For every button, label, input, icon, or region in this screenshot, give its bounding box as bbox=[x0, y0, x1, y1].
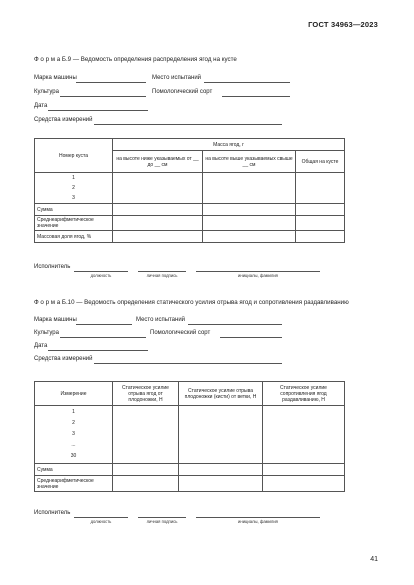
col-measure-header: Измерение bbox=[35, 382, 113, 406]
row-sum-label: Сумма bbox=[35, 204, 113, 216]
name-line bbox=[196, 271, 320, 272]
field-instruments-line bbox=[94, 363, 282, 364]
bush-number: 1 bbox=[72, 175, 75, 181]
signature-caption: личная подпись bbox=[146, 273, 178, 278]
position-line bbox=[74, 517, 128, 518]
position-caption: должность bbox=[90, 273, 112, 278]
field-place-line bbox=[188, 324, 282, 325]
field-instruments-label: Средства измерений bbox=[34, 117, 93, 123]
col-total-header: Общая на кусте bbox=[296, 151, 345, 173]
field-variety-line bbox=[220, 337, 282, 338]
col-low-header: на высоте ниже указываемых от __ до __ см bbox=[113, 151, 203, 173]
field-variety-line bbox=[222, 96, 290, 97]
standard-number: ГОСТ 34963—2023 bbox=[308, 20, 378, 29]
measure-number: 1 bbox=[72, 409, 75, 415]
measure-number: 2 bbox=[72, 420, 75, 426]
field-machine-line bbox=[76, 324, 132, 325]
bush-number: 2 bbox=[72, 185, 75, 191]
row-fraction-label: Массовая доля ягод, % bbox=[35, 231, 113, 243]
field-crop-label: Культура bbox=[34, 89, 59, 95]
field-place-line bbox=[204, 82, 290, 83]
form-b10-table bbox=[34, 381, 345, 492]
row-mean-label: Среднеарифметическое значение bbox=[35, 476, 113, 492]
signature-caption: личная подпись bbox=[146, 519, 178, 524]
name-line bbox=[196, 517, 320, 518]
page-number: 41 bbox=[370, 556, 378, 563]
col-crush-header: Статическое усилие сопротивления ягод раздавливанию, Н bbox=[263, 382, 345, 406]
field-date-line bbox=[48, 110, 148, 111]
col-mass-header: Масса ягод, г bbox=[113, 139, 345, 151]
field-machine-label: Марка машины bbox=[34, 317, 77, 323]
signature-line bbox=[138, 517, 186, 518]
measure-number: ... bbox=[71, 442, 76, 448]
field-variety-label: Помологический сорт bbox=[150, 330, 211, 336]
field-variety-label: Помологический сорт bbox=[152, 89, 213, 95]
form-b9-table bbox=[34, 138, 345, 243]
field-machine-label: Марка машины bbox=[34, 75, 77, 81]
bush-number: 3 bbox=[72, 195, 75, 201]
field-date-line bbox=[48, 350, 148, 351]
row-mean-label: Среднеарифметическое значение bbox=[35, 216, 113, 231]
col-high-header: на высоте выше указываемых свыше __ см bbox=[203, 151, 296, 173]
measure-number: 30 bbox=[70, 453, 77, 459]
measure-numbers-cell bbox=[35, 406, 113, 464]
field-instruments-line bbox=[94, 124, 282, 125]
field-crop-line bbox=[60, 96, 146, 97]
field-instruments-label: Средства измерений bbox=[34, 356, 93, 362]
signature-line bbox=[138, 271, 186, 272]
field-place-label: Место испытаний bbox=[152, 75, 202, 81]
executor-label: Исполнитель bbox=[34, 510, 71, 516]
bush-numbers-cell bbox=[35, 173, 113, 204]
field-date-label: Дата bbox=[34, 343, 48, 349]
name-caption: инициалы, фамилия bbox=[238, 273, 278, 278]
field-place-label: Место испытаний bbox=[136, 317, 186, 323]
form-b10-title: Ф о р м а Б.10 — Ведомость определения статического усилия отрыва ягод и сопротивления раздавливанию bbox=[34, 299, 349, 306]
position-line bbox=[74, 271, 128, 272]
field-machine-line bbox=[76, 82, 146, 83]
field-crop-label: Культура bbox=[34, 330, 59, 336]
col-bush-header: Номер куста bbox=[35, 139, 113, 173]
measure-number: 3 bbox=[72, 431, 75, 437]
form-b9-title: Ф о р м а Б.9 — Ведомость определения распределения ягод на кусте bbox=[34, 56, 237, 63]
executor-label: Исполнитель bbox=[34, 264, 71, 270]
position-caption: должность bbox=[90, 519, 112, 524]
field-crop-line bbox=[60, 337, 146, 338]
name-caption: инициалы, фамилия bbox=[238, 519, 278, 524]
field-date-label: Дата bbox=[34, 103, 48, 109]
col-sprig-header: Статическое усилие отрыва плодоножки (кисти) от ветки, Н bbox=[179, 382, 263, 406]
col-stalk-header: Статическое усилие отрыва ягод от плодоножки, Н bbox=[113, 382, 179, 406]
row-sum-label: Сумма bbox=[35, 464, 113, 476]
